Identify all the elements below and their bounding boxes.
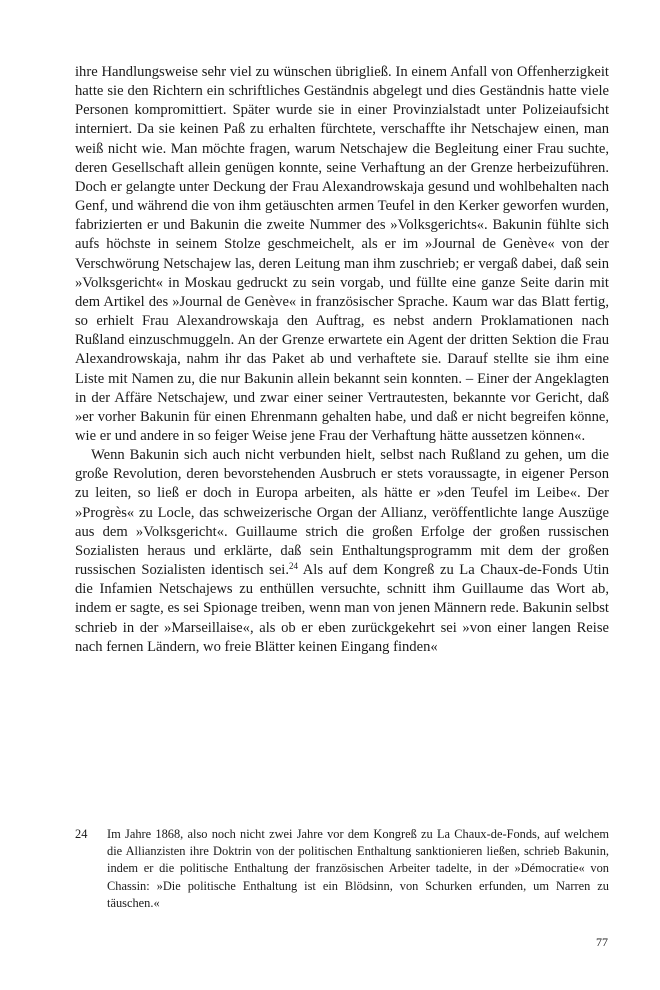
paragraph-2 xyxy=(75,446,609,657)
page-content xyxy=(75,63,609,657)
paragraph-1: ihre Handlungsweise sehr viel zu wünschen übrigließ. In einem Anfall von Offenherzigkeit hatte sie den Richtern ein schriftliches Geständnis abgelegt und dies Geständnis hatte viele Personen kompromittiert. Später wurde sie in einer Provinzialstadt unter Polizeiaufsicht interniert. Da sie keinen Paß zu erhalten fürchtete, verschaffte ihr Netschajew einen, man weiß nicht wie. Man möchte fragen, warum Netschajew die Begleitung einer Frau suchte, deren Gesellschaft allein genügen konnte, seine Verhaftung an der Grenze herbeizuführen. Doch er gelangte unter Deckung der Frau Alexandrowskaja gesund und wohlbehalten nach Genf, und während die von ihm getäuschten armen Teufel in den Kerker geworfen wurden, fabrizierten er und Bakunin die zweite Nummer des »Volksgerichts«. Bakunin fühlte sich aufs höchste in seinem Stolze geschmeichelt, als er im »Journal de Genève« von der Verschwörung Netschajew las, deren Leitung man ihm zuschrieb; er vergaß dabei, daß sein »Volksgericht« in Moskau gedruckt zu sein vorgab, und füllte eine ganze Seite darin mit dem Artikel des »Journal de Genève« in französischer Sprache. Kaum war das Blatt fertig, so erhielt Frau Alexandrowskaja den Auftrag, es nebst andern Proklamationen nach Rußland einzuschmuggeln. An der Grenze erwartete ein Agent der dritten Sektion die Frau Alexandrowskaja, nahm ihr das Paket ab und verhaftete sie. Darauf stellte sie ihm eine Liste mit Namen zu, die nur Bakunin allein bekannt sein konnten. – Einer der Angeklagten in der Affäre Netschajew, und zwar einer seiner Vertrautesten, bekannte vor Gericht, daß »er vorher Bakunin für einen Ehrenmann gehalten habe, und daß er nicht begreifen könne, wie er und andere in so feiger Weise jene Frau der Verhaftung hätte aussetzen können«. xyxy=(75,64,609,444)
body-text xyxy=(75,63,609,657)
page-number: 77 xyxy=(596,935,608,949)
footnote-number: 24 xyxy=(75,827,88,841)
footnote-reference-24: 24 xyxy=(289,561,298,572)
footnote-text: Im Jahre 1868, also noch nicht zwei Jahre vor dem Kongreß zu La Chaux-de-Fonds, auf welchem die Allianzisten ihre Doktrin von der politischen Enthaltung sanktionieren ließen, schrieb Bakunin, indem er die politische Enthaltung der französischen Arbeiter tadelte, in der »Démocratie« von Chassin: »Die politische Enthaltung ist ein Blödsinn, von Schurken erfunden, um Narren zu täuschen.« xyxy=(107,827,609,910)
paragraph-2-text-b: Als auf dem Kongreß zu La Chaux-de-Fonds Utin die Infamien Netschajews zu enthüllen versuchte, schnitt ihm Guillaume das Wort ab, indem er sagte, es sei Spionage treiben, wenn man von jenen Männern rede. Bakunin selbst schrieb in der »Marseillaise«, als ob er eben zurückgekehrt sei »von einer langen Reise nach fernen Ländern, wo freie Blätter keinen Eingang finden« xyxy=(75,562,609,655)
footnote xyxy=(75,826,609,912)
paragraph-2-text-a: Wenn Bakunin sich auch nicht verbunden hielt, selbst nach Rußland zu gehen, um die große Revolution, deren bevorstehenden Ausbruch er stets voraussagte, in eigener Person zu leiten, so ließ er doch in Europa arbeiten, als hätte er »den Teufel im Leibe«. Der »Progrès« zu Locle, das schweizerische Organ der Allianz, veröffentlichte lange Auszüge aus dem »Volksgericht«. Guillaume strich die großen Erfolge der großen russischen Sozialisten heraus und erklärte, daß sein Enthaltungsprogramm mit dem der großen russischen Sozialisten identisch sei. xyxy=(75,447,609,579)
